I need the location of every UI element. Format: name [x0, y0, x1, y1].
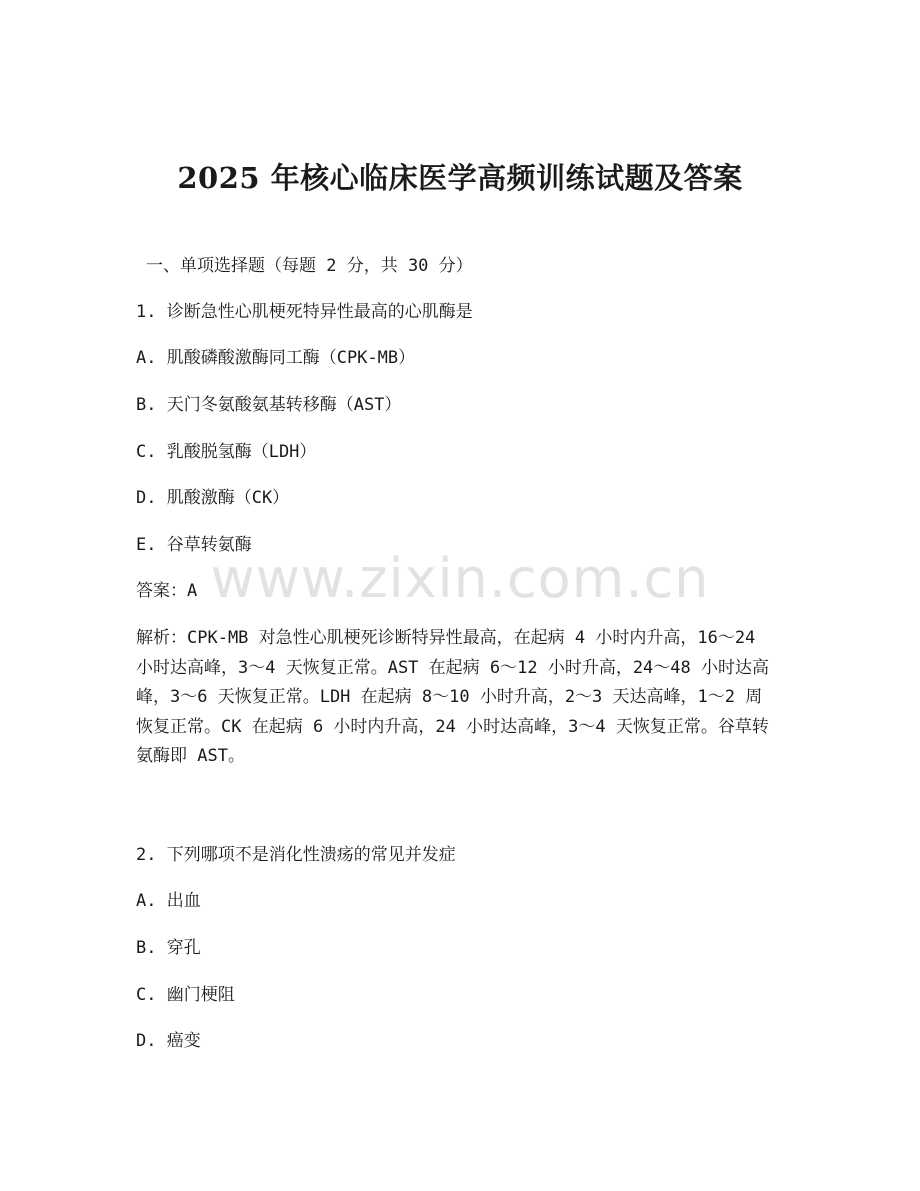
question-2-option-c: C. 幽门梗阻 [136, 985, 235, 1005]
question-2-option-a: A. 出血 [136, 891, 201, 911]
section-heading: 一、单项选择题（每题 2 分，共 30 分） [146, 256, 473, 276]
question-1-option-a: A. 肌酸磷酸激酶同工酶（CPK-MB） [136, 348, 416, 368]
watermark: www.zixin.com.cn [210, 547, 710, 610]
question-1-option-b: B. 天门冬氨酸氨基转移酶（AST） [136, 395, 402, 415]
question-1-option-d: D. 肌酸激酶（CK） [136, 488, 290, 508]
question-1-stem: 1. 诊断急性心肌梗死特异性最高的心肌酶是 [136, 302, 473, 322]
question-2-stem: 2. 下列哪项不是消化性溃疡的常见并发症 [136, 845, 456, 865]
question-1-option-c: C. 乳酸脱氢酶（LDH） [136, 442, 317, 462]
question-1-option-e: E. 谷草转氨酶 [136, 535, 252, 555]
question-2-option-d: D. 癌变 [136, 1031, 201, 1051]
question-2-option-b: B. 穿孔 [136, 938, 201, 958]
document-title: 2025 年核心临床医学高频训练试题及答案 [177, 161, 743, 195]
question-1-explanation: 解析：CPK-MB 对急性心肌梗死诊断特异性最高，在起病 4 小时内升高，16～24 小时达高峰，3～4 天恢复正常。AST 在起病 6～12 小时升高，24～48 小时达高峰，3～6 天恢复正常。LDH 在起病 8～10 小时升高，2～3 天达高峰，1～2 周恢复正常。CK 在起病 6 小时内升高，24 小时达高峰，3～4 天恢复正常。谷草转氨酶即 AST。 [136, 628, 769, 766]
question-1-answer: 答案：A [136, 581, 198, 601]
